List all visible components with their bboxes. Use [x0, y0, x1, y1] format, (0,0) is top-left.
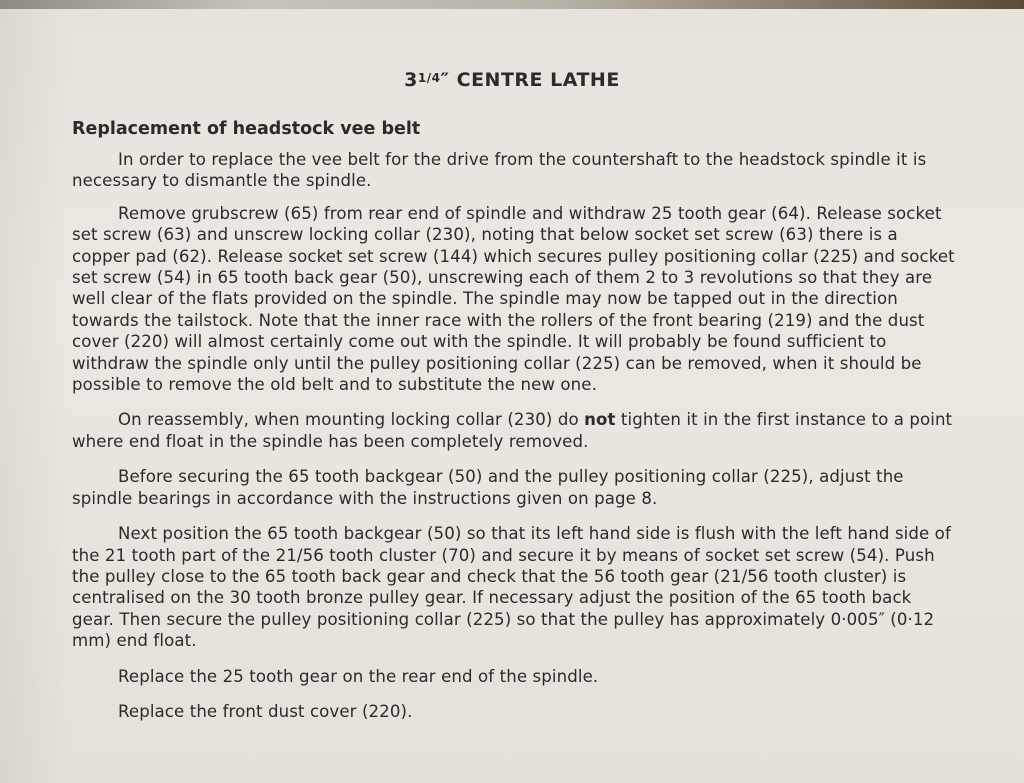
page-title — [0, 69, 1024, 91]
section-heading: Replacement of headstock vee belt — [72, 119, 421, 139]
paragraph: Before securing the 65 tooth backgear (50) and the pulley positioning collar (225), adjust the spindle bearings in accordance with the instructions given on page 8. — [72, 467, 904, 508]
title-inch-mark: ″ — [440, 69, 450, 91]
title-fraction: 1/4 — [417, 71, 441, 85]
paragraph: In order to replace the vee belt for the drive from the countershaft to the headstock spindle it is necessary to dismantle the spindle. — [72, 150, 927, 191]
paragraph: Next position the 65 tooth backgear (50) so that its left hand side is flush with the left hand side of the 21 tooth part of the 21/56 tooth cluster (70) and secure it by means of socket set screw (54). Push the pulley close to the 65 tooth back gear and check that the 56 tooth gear (21/56 tooth cluster) is centralised on the 30 tooth bronze pulley gear. If necessary adjust the position of the 65 tooth back gear. Then secure the pulley positioning collar (225) so that the pulley has approximately 0·005″ (0·12 mm) end float. — [72, 524, 951, 651]
paragraph: Replace the front dust cover (220). — [118, 701, 413, 721]
document-page — [0, 9, 1024, 783]
paragraph-text: On reassembly, when mounting locking collar (230) do — [118, 410, 585, 430]
paragraph: Replace the 25 tooth gear on the rear end of the spindle. — [118, 666, 599, 686]
title-text: CENTRE LATHE — [456, 69, 620, 91]
paragraph — [72, 409, 957, 452]
body-text — [72, 149, 957, 733]
emphasis-text: not — [584, 410, 616, 430]
paragraph-text: tighten it in the first instance to a point where end float in the spindle has been completely removed. — [72, 410, 953, 451]
paragraph: Remove grubscrew (65) from rear end of spindle and withdraw 25 tooth gear (64). Release socket set screw (63) and unscrew locking collar (230), noting that below socket set screw (63) there is a copper pad (62). Release socket set screw (144) which secures pulley positioning collar (225) and socket set screw (54) in 65 tooth back gear (50), unscrewing each of them 2 to 3 revolutions so that they are well clear of the flats provided on the spindle. The spindle may now be tapped out in the direction towards the tailstock. Note that the inner race with the rollers of the front bearing (219) and the dust cover (220) will almost certainly come out with the spindle. It will probably be found sufficient to withdraw the spindle only until the pulley positioning collar (225) can be removed, when it should be possible to remove the old belt and to substitute the new one. — [72, 203, 955, 395]
page-top-edge — [0, 0, 1024, 9]
title-whole-number: 3 — [404, 69, 418, 91]
